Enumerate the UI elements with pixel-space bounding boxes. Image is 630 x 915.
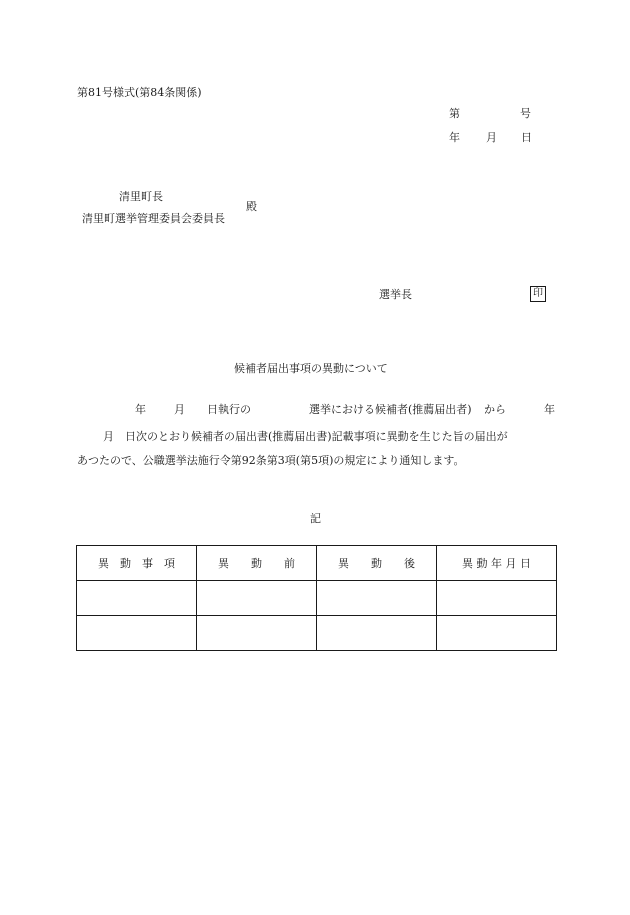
date-year-label: 年 [449,131,460,144]
table-cell[interactable] [317,581,437,616]
body-line-3: あつたので、公職選挙法施行令第92条第3項(第5項)の規定により通知します。 [77,454,465,467]
addressee-committee-chair: 清里町選挙管理委員会委員長 [82,212,225,225]
table-cell[interactable] [197,616,317,651]
body-month-label: 月 [174,403,185,416]
table-row [77,616,557,651]
body-year-label: 年 [135,403,146,416]
body-month-label-2: 月 [103,430,114,443]
change-table [76,545,557,651]
table-cell[interactable] [437,616,557,651]
form-number-label: 第81号様式(第84条関係) [77,86,202,99]
body-election-candidate: 選挙における候補者(推薦届出者) [309,403,472,416]
table-cell[interactable] [197,581,317,616]
table-cell[interactable] [77,581,197,616]
table-cell[interactable] [437,581,557,616]
body-from-label: から [484,403,506,416]
date-day-label: 日 [521,131,532,144]
date-month-label: 月 [486,131,497,144]
ki-label: 記 [310,512,321,525]
seal-mark: 印 [530,286,546,302]
table-cell[interactable] [317,616,437,651]
document-number-prefix: 第 [449,107,460,120]
header-after-change: 異 動 後 [317,546,437,581]
header-before-change: 異 動 前 [197,546,317,581]
header-change-date: 異 動 年 月 日 [437,546,557,581]
body-line-2: 日次のとおり候補者の届出書(推薦届出書)記載事項に異動を生じた旨の届出が [125,430,508,443]
table-row [77,581,557,616]
sender-title: 選挙長 [379,288,412,301]
document-title: 候補者届出事項の異動について [234,362,388,375]
addressee-honorific: 殿 [246,200,257,213]
body-day-executed: 日執行の [207,403,251,416]
body-year-label-2: 年 [544,403,555,416]
table-cell[interactable] [77,616,197,651]
document-number-suffix: 号 [520,107,531,120]
table-header-row [77,546,557,581]
addressee-mayor: 清里町長 [119,190,163,203]
header-change-item: 異 動 事 項 [77,546,197,581]
